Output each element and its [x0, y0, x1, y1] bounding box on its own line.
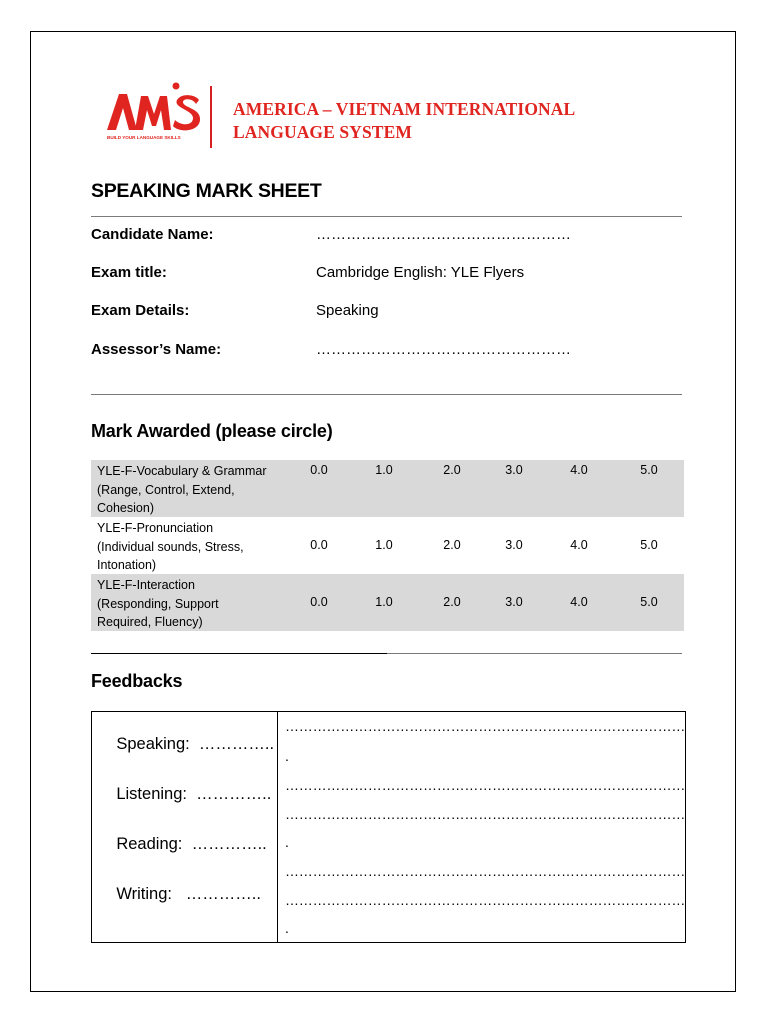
- score-2[interactable]: 2.0: [443, 463, 461, 477]
- criterion-label: [97, 576, 287, 632]
- info-divider: [91, 394, 682, 395]
- criterion-title: YLE-F-Interaction: [97, 578, 195, 592]
- skill-dots: …………..: [196, 785, 272, 803]
- skill-label: Listening:: [116, 785, 187, 803]
- ams-logo: [105, 80, 201, 144]
- feedback-comment-line[interactable]: ……………………………………………………………………………: [285, 777, 686, 793]
- exam-details-label: Exam Details:: [91, 302, 190, 319]
- feedback-comment-line[interactable]: ……………………………………………………………………………: [285, 863, 686, 879]
- mark-row-interaction: [91, 574, 684, 631]
- score-5[interactable]: 5.0: [640, 463, 658, 477]
- score-0[interactable]: 0.0: [310, 463, 328, 477]
- feedback-skill-reading[interactable]: [98, 816, 267, 873]
- marks-heading: Mark Awarded (please circle): [91, 421, 333, 441]
- score-0[interactable]: 0.0: [310, 538, 328, 552]
- feedback-comment-line[interactable]: .: [285, 920, 289, 936]
- org-line-2: LANGUAGE SYSTEM: [233, 122, 412, 142]
- org-line-1: AMERICA – VIETNAM INTERNATIONAL: [233, 99, 576, 119]
- feedbacks-column-divider: [277, 712, 278, 942]
- feedback-skill-listening[interactable]: [98, 766, 271, 823]
- score-5[interactable]: 5.0: [640, 538, 658, 552]
- criterion-detail: (Individual sounds, Stress,: [97, 539, 244, 554]
- logo-divider: [210, 86, 212, 148]
- criterion-title: YLE-F-Pronunciation: [97, 521, 214, 535]
- marks-divider-left: [91, 653, 387, 654]
- feedback-skill-writing[interactable]: [98, 866, 261, 923]
- exam-details-value: Speaking: [316, 302, 379, 319]
- exam-title-value: Cambridge English: YLE Flyers: [316, 264, 525, 281]
- score-1[interactable]: 1.0: [375, 538, 393, 552]
- criterion-detail: (Range, Control, Extend,: [97, 482, 235, 497]
- mark-row-pronunciation: [91, 517, 684, 574]
- candidate-name-label: Candidate Name:: [91, 226, 214, 243]
- assessor-name-field[interactable]: ……………………………………………: [316, 341, 571, 358]
- score-4[interactable]: 4.0: [570, 595, 588, 609]
- title-divider: [91, 216, 682, 217]
- score-0[interactable]: 0.0: [310, 595, 328, 609]
- exam-title-label: Exam title:: [91, 264, 167, 281]
- criterion-detail: Cohesion): [97, 501, 154, 515]
- skill-dots: …………..: [185, 885, 261, 903]
- score-5[interactable]: 5.0: [640, 595, 658, 609]
- candidate-name-field[interactable]: ……………………………………………: [316, 226, 571, 243]
- score-4[interactable]: 4.0: [570, 538, 588, 552]
- page-title: SPEAKING MARK SHEET: [91, 180, 322, 202]
- score-2[interactable]: 2.0: [443, 538, 461, 552]
- score-4[interactable]: 4.0: [570, 463, 588, 477]
- skill-label: Speaking:: [116, 735, 190, 753]
- skill-dots: …………..: [191, 835, 267, 853]
- score-3[interactable]: 3.0: [505, 463, 523, 477]
- score-3[interactable]: 3.0: [505, 538, 523, 552]
- criterion-detail: (Responding, Support: [97, 596, 219, 611]
- marks-table: [91, 460, 684, 631]
- marks-divider-right: [387, 653, 682, 654]
- criterion-title: YLE-F-Vocabulary & Grammar: [97, 464, 267, 478]
- feedback-comment-line[interactable]: ……………………………………………………………………………: [285, 806, 686, 822]
- score-3[interactable]: 3.0: [505, 595, 523, 609]
- mark-row-vocabulary-grammar: [91, 460, 684, 517]
- logo-tagline: BUILD YOUR LANGUAGE SKILLS: [107, 135, 181, 140]
- assessor-name-label: Assessor’s Name:: [91, 341, 222, 358]
- feedback-comment-line[interactable]: .: [285, 748, 289, 764]
- criterion-detail: Required, Fluency): [97, 615, 203, 629]
- feedback-skill-speaking[interactable]: [98, 716, 274, 773]
- criterion-detail: Intonation): [97, 558, 157, 572]
- feedback-comment-line[interactable]: ……………………………………………………………………………: [285, 718, 686, 734]
- skill-label: Reading:: [116, 835, 183, 853]
- score-1[interactable]: 1.0: [375, 463, 393, 477]
- feedback-comment-line[interactable]: ……………………………………………………………………………: [285, 892, 686, 908]
- skill-label: Writing:: [116, 885, 172, 903]
- organization-name: [233, 98, 575, 144]
- criterion-label: [97, 462, 287, 518]
- skill-dots: …………..: [198, 735, 275, 753]
- score-2[interactable]: 2.0: [443, 595, 461, 609]
- score-1[interactable]: 1.0: [375, 595, 393, 609]
- feedback-comment-line[interactable]: .: [285, 834, 289, 850]
- feedbacks-table: [91, 711, 686, 943]
- feedbacks-heading: Feedbacks: [91, 671, 183, 691]
- criterion-label: [97, 519, 287, 575]
